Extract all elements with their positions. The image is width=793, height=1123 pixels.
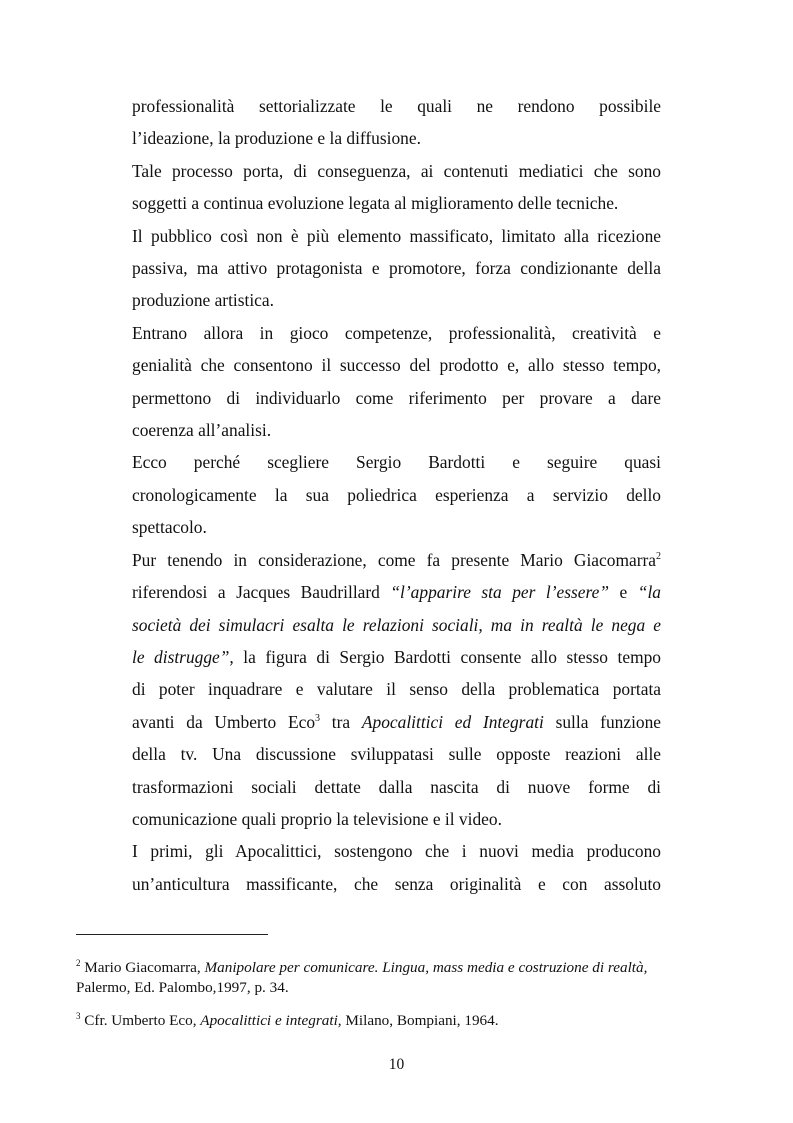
- text-line: le distrugge”, la figura di Sergio Bardotti consente allo stesso tempo: [132, 646, 661, 667]
- footnote-number: 3: [76, 1011, 81, 1021]
- footnote: $^3$ Cfr. Umberto Eco, Apocalittici e integrati, Milano, Bompiani, 1964.: [76, 1011, 499, 1029]
- quote: “l’apparire sta per l’essere”: [390, 582, 610, 603]
- text-line: Il pubblico così non è più elemento massificato, limitato alla ricezione: [132, 225, 661, 246]
- text-line: cronologicamente la sua poliedrica esperienza a servizio dello: [132, 484, 661, 505]
- footnotes: [76, 958, 666, 1044]
- paragraph: [132, 90, 661, 155]
- text-line: comunicazione quali proprio la televisione e il video.: [132, 808, 502, 829]
- footnote-reference[interactable]: 2: [656, 550, 661, 562]
- paragraph: [132, 220, 661, 317]
- text-line: l’ideazione, la produzione e la diffusione.: [132, 128, 421, 149]
- text-line: professionalità settorializzate le quali ne rendono possibile: [132, 96, 661, 116]
- footnote-number: 2: [76, 958, 81, 968]
- body-text: [132, 90, 661, 900]
- book-title: Apocalittici ed Integrati: [361, 711, 544, 732]
- quote: le distrugge”,: [132, 646, 234, 667]
- footnote-separator: [76, 934, 268, 935]
- text-line: genialità che consentono il successo del prodotto e, allo stesso tempo,: [132, 355, 661, 376]
- book-title: Apocalittici e integrati,: [200, 1012, 342, 1029]
- page-number: 10: [388, 1056, 405, 1073]
- paragraph: [132, 835, 661, 900]
- text-line: Tale processo porta, di conseguenza, ai contenuti mediatici che sono: [132, 160, 661, 181]
- text-line: Pur tenendo in considerazione, come fa presente Mario Giacomarra$^2$: [132, 549, 661, 570]
- text-line: avanti da Umberto Eco$^3$ tra Apocalittici ed Integrati sulla funzione: [132, 711, 662, 732]
- text-line: I primi, gli Apocalittici, sostengono che i nuovi media producono: [132, 841, 661, 862]
- text-line: produzione artistica.: [132, 290, 274, 311]
- text-line: spettacolo.: [132, 517, 207, 538]
- text-line: Ecco perché scegliere Sergio Bardotti e seguire quasi: [132, 452, 661, 473]
- footnote-reference[interactable]: 3: [315, 712, 321, 724]
- quote: società dei simulacri esalta le relazioni sociali, ma in realtà le nega e: [132, 614, 661, 635]
- book-title: Manipolare per comunicare. Lingua, mass media e costruzione di realtà,: [204, 959, 648, 976]
- footnote: $^2$ Mario Giacomarra, Manipolare per comunicare. Lingua, mass media e costruzione di realtà, Palermo, Ed. Palombo,1997, p. 34.: [76, 958, 648, 996]
- text-line: [132, 609, 661, 641]
- text-line: soggetti a continua evoluzione legata al miglioramento delle tecniche.: [132, 193, 619, 214]
- text-line: trasformazioni sociali dettate dalla nascita di nuove forme di: [132, 776, 661, 797]
- paragraph: [132, 317, 661, 447]
- paragraph: [132, 446, 661, 543]
- text-line: permettono di individuarlo come riferimento per provare a dare: [132, 387, 661, 408]
- text-line: di poter inquadrare e valutare il senso della problematica portata: [132, 679, 661, 700]
- paragraph: [132, 544, 661, 836]
- text-line: Entrano allora in gioco competenze, professionalità, creatività e: [132, 322, 661, 343]
- quote: “la: [637, 582, 661, 603]
- text-line: passiva, ma attivo protagonista e promotore, forza condizionante della: [132, 258, 661, 279]
- text-line: un’anticultura massificante, che senza originalità e con assoluto: [132, 873, 661, 894]
- text-line: coerenza all’analisi.: [132, 420, 272, 441]
- text-line: della tv. Una discussione sviluppatasi sulle opposte reazioni alle: [132, 744, 661, 765]
- paragraph: [132, 155, 661, 220]
- text-line: riferendosi a Jacques Baudrillard “l’apparire sta per l’essere” e “la: [132, 582, 661, 603]
